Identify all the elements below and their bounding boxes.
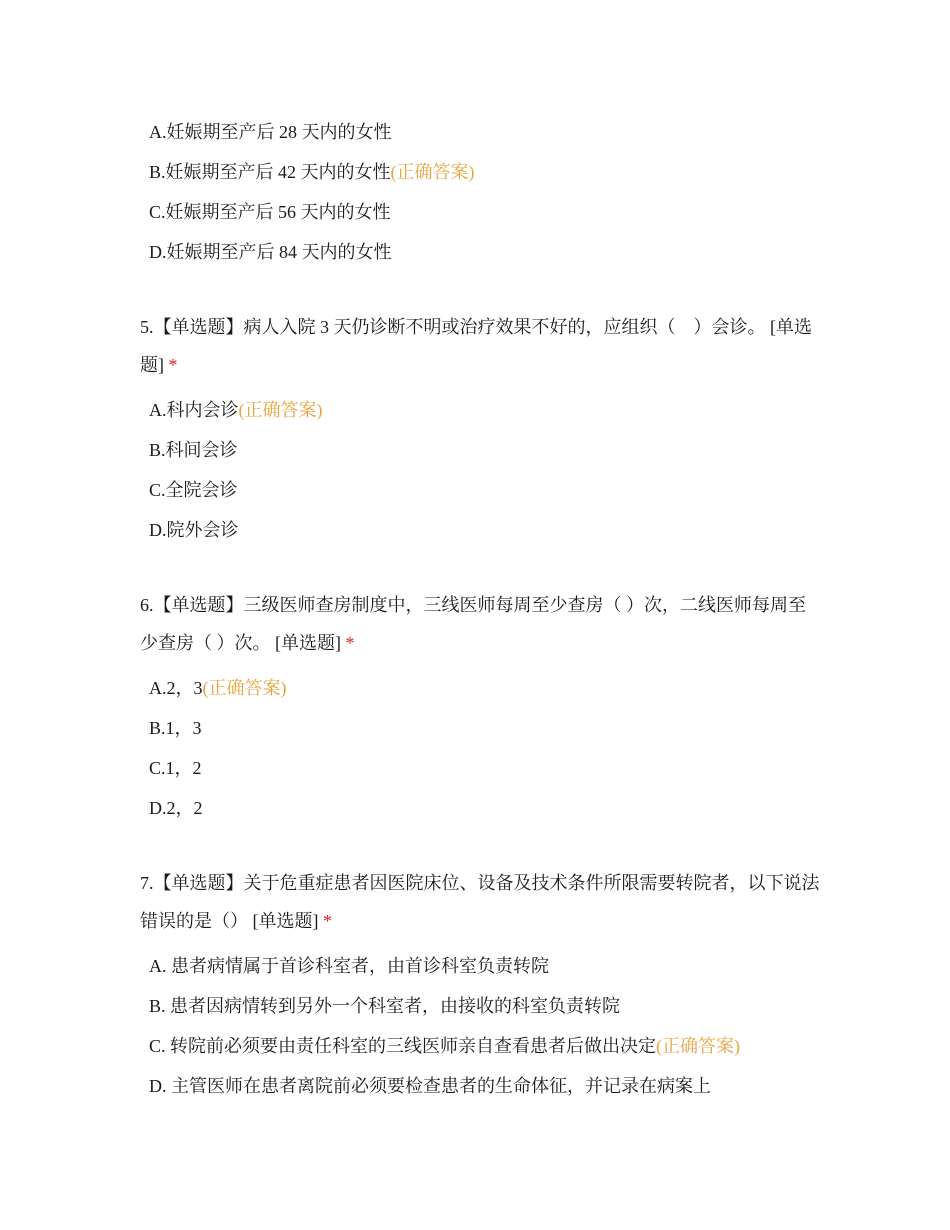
option-a [140,112,820,152]
option-b [140,152,820,192]
option-c [140,192,820,232]
option-letter: B. [149,718,166,738]
option-text: 全院会诊 [165,480,238,500]
option-letter: D. [149,798,167,818]
question-6 [140,586,820,828]
option-letter: C. [149,1036,166,1056]
question-title [140,308,820,384]
question-4 [140,112,820,272]
option-b [140,708,820,748]
option-text: 妊娠期至产后 84 天内的女性 [166,242,392,262]
option-text: 2，3 [166,678,203,698]
option-letter: C. [149,202,166,222]
option-text: 妊娠期至产后 42 天内的女性 [165,162,391,182]
required-marker: * [345,633,355,653]
option-letter: D. [149,520,167,540]
option-d [140,788,820,828]
option-letter: A. [149,400,167,420]
question-list [140,112,820,1106]
option-text: 妊娠期至产后 28 天内的女性 [166,122,392,142]
option-d [140,510,820,550]
option-a [140,390,820,430]
spacer [140,550,820,586]
option-letter: C. [149,480,166,500]
option-text: 2，2 [166,798,203,818]
option-d [140,232,820,272]
correct-answer-label: (正确答案) [656,1036,741,1056]
option-text: 1，2 [165,758,202,778]
spacer [140,272,820,308]
option-b [140,986,820,1026]
question-title [140,586,820,662]
option-letter: B. [149,440,166,460]
option-text: 主管医师在患者离院前必须要检查患者的生命体征，并记录在病案上 [166,1076,711,1096]
option-letter: A. [149,956,167,976]
question-text: 5.【单选题】病人入院 3 天仍诊断不明或治疗效果不好的，应组织（ ）会诊。 [单选题] [140,317,812,375]
option-c [140,1026,820,1066]
option-letter: A. [149,122,167,142]
option-letter: B. [149,162,166,182]
option-letter: B. [149,996,166,1016]
option-c [140,470,820,510]
option-text: 妊娠期至产后 56 天内的女性 [165,202,391,222]
option-letter: D. [149,1076,167,1096]
option-text: 患者因病情转到另外一个科室者，由接收的科室负责转院 [165,996,621,1016]
question-7 [140,864,820,1106]
option-text: 转院前必须要由责任科室的三线医师亲自查看患者后做出决定 [165,1036,657,1056]
required-marker: * [168,355,178,375]
spacer [140,828,820,864]
option-letter: D. [149,242,167,262]
option-text: 科内会诊 [166,400,239,420]
option-text: 科间会诊 [165,440,238,460]
option-a [140,946,820,986]
question-text: 7.【单选题】关于危重症患者因医院床位、设备及技术条件所限需要转院者，以下说法错误的是（） [单选题] [140,873,820,931]
option-text: 1，3 [165,718,202,738]
question-title [140,864,820,940]
correct-answer-label: (正确答案) [238,400,323,420]
option-c [140,748,820,788]
option-b [140,430,820,470]
option-text: 院外会诊 [166,520,239,540]
option-text: 患者病情属于首诊科室者，由首诊科室负责转院 [166,956,549,976]
correct-answer-label: (正确答案) [390,162,475,182]
question-text: 6.【单选题】三级医师查房制度中，三线医师每周至少查房（ ）次，二线医师每周至少查房（ ）次。 [单选题] [140,595,806,653]
option-a [140,668,820,708]
question-5 [140,308,820,550]
required-marker: * [323,911,332,931]
option-d [140,1066,820,1106]
option-letter: A. [149,678,167,698]
option-letter: C. [149,758,166,778]
correct-answer-label: (正确答案) [202,678,287,698]
